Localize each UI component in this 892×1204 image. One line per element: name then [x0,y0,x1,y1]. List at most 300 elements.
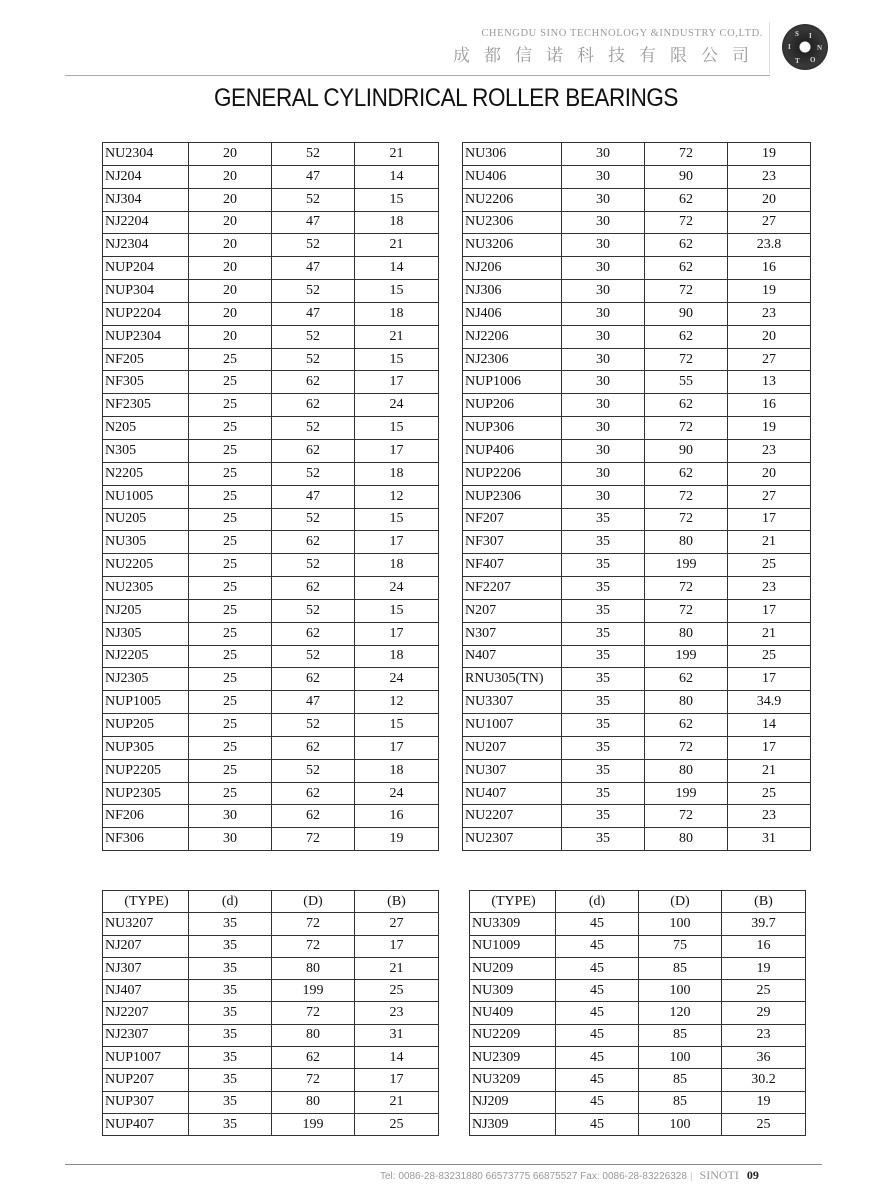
table-row [103,325,439,348]
type-cell: NU207 [463,736,562,759]
d-cell: 20 [189,280,272,303]
B-cell: 18 [355,462,439,485]
type-cell: NUP204 [103,257,189,280]
table-row [103,439,439,462]
type-cell: RNU305(TN) [463,668,562,691]
D-cell: 62 [645,257,728,280]
table-row [103,394,439,417]
D-cell: 52 [272,325,355,348]
B-cell: 19 [722,957,806,979]
table-row [103,599,439,622]
d-cell: 35 [189,1069,272,1091]
type-cell: NU2304 [103,143,189,166]
D-cell: 80 [272,1091,355,1113]
B-cell: 12 [355,485,439,508]
B-cell: 23 [728,165,811,188]
table-row [103,957,439,979]
d-cell: 35 [562,714,645,737]
table-row [103,188,439,211]
B-cell: 23 [722,1024,806,1046]
D-cell: 47 [272,211,355,234]
type-cell: NUP1006 [463,371,562,394]
D-cell: 47 [272,485,355,508]
d-cell: 30 [562,234,645,257]
type-cell: NF206 [103,805,189,828]
d-cell: 35 [562,828,645,851]
D-cell: 100 [639,1047,722,1069]
B-cell: 18 [355,554,439,577]
d-cell: 30 [562,143,645,166]
d-cell: 25 [189,348,272,371]
type-cell: NU2207 [463,805,562,828]
type-cell: NU2306 [463,211,562,234]
B-cell: 14 [355,257,439,280]
table-row [463,302,811,325]
table-row [463,211,811,234]
D-cell: 80 [645,759,728,782]
D-cell: 47 [272,302,355,325]
table-row [103,622,439,645]
d-cell: 35 [189,1113,272,1135]
D-cell: 62 [272,805,355,828]
D-cell: 72 [645,211,728,234]
type-cell: NU406 [463,165,562,188]
table-row [103,234,439,257]
table-row [463,714,811,737]
d-cell: 35 [189,1047,272,1069]
d-cell: 35 [189,1002,272,1024]
B-cell: 19 [728,280,811,303]
d-cell: 30 [562,165,645,188]
B-cell: 17 [355,439,439,462]
type-cell: N407 [463,645,562,668]
B-cell: 27 [355,913,439,935]
D-cell: 62 [645,394,728,417]
B-cell: 18 [355,302,439,325]
bearing-table-3 [102,890,439,1136]
D-cell: 52 [272,348,355,371]
D-cell: 55 [645,371,728,394]
bearing-table-4 [469,890,806,1136]
type-cell: NU2305 [103,577,189,600]
type-cell: NJ205 [103,599,189,622]
B-cell: (B) [355,891,439,913]
table-row [470,1069,806,1091]
type-cell: NU2309 [470,1047,556,1069]
D-cell: 199 [645,645,728,668]
B-cell: 36 [722,1047,806,1069]
d-cell: 25 [189,417,272,440]
B-cell: 13 [728,371,811,394]
table-row [103,980,439,1002]
type-cell: NJ407 [103,980,189,1002]
d-cell: 25 [189,577,272,600]
B-cell: 25 [355,980,439,1002]
d-cell: 35 [189,935,272,957]
B-cell: 23.8 [728,234,811,257]
type-cell: NF2207 [463,577,562,600]
D-cell: 199 [272,980,355,1002]
B-cell: 31 [355,1024,439,1046]
D-cell: 62 [645,188,728,211]
B-cell: 19 [728,417,811,440]
D-cell: 52 [272,462,355,485]
type-cell: NUP2306 [463,485,562,508]
D-cell: 199 [272,1113,355,1135]
type-cell: NU209 [470,957,556,979]
table-row [470,1091,806,1113]
table-row [103,417,439,440]
table-row [463,165,811,188]
company-logo: S I N O T I [782,24,828,70]
type-cell: NUP304 [103,280,189,303]
B-cell: 19 [722,1091,806,1113]
type-cell: NU2205 [103,554,189,577]
type-cell: NUP1005 [103,691,189,714]
type-cell: N205 [103,417,189,440]
table-row [103,759,439,782]
type-cell: N207 [463,599,562,622]
d-cell: 45 [556,1091,639,1113]
table-header-row [103,891,439,913]
table-row [470,1047,806,1069]
B-cell: 15 [355,188,439,211]
d-cell: 45 [556,980,639,1002]
table-row [470,913,806,935]
type-cell: NJ2206 [463,325,562,348]
type-cell: NU307 [463,759,562,782]
d-cell: 30 [562,280,645,303]
d-cell: 35 [562,668,645,691]
table-row [470,1002,806,1024]
d-cell: 20 [189,302,272,325]
D-cell: 52 [272,417,355,440]
d-cell: 25 [189,622,272,645]
table-row [470,1024,806,1046]
table-row [463,645,811,668]
B-cell: 25 [722,1113,806,1135]
footer-separator: | [689,1171,693,1182]
d-cell: 30 [562,439,645,462]
table-row [463,622,811,645]
type-cell: NU1009 [470,935,556,957]
table-row [103,1113,439,1135]
D-cell: 90 [645,439,728,462]
B-cell: 21 [355,234,439,257]
B-cell: 17 [355,531,439,554]
D-cell: 62 [272,439,355,462]
B-cell: 17 [355,1069,439,1091]
D-cell: 80 [645,691,728,714]
B-cell: 34.9 [728,691,811,714]
type-cell: NU3309 [470,913,556,935]
B-cell: 14 [728,714,811,737]
B-cell: 24 [355,782,439,805]
d-cell: 30 [562,211,645,234]
D-cell: 85 [639,1024,722,1046]
B-cell: 21 [728,622,811,645]
type-cell: NUP305 [103,736,189,759]
B-cell: 16 [355,805,439,828]
table-row [103,531,439,554]
B-cell: 15 [355,508,439,531]
B-cell: 15 [355,714,439,737]
D-cell: 52 [272,234,355,257]
d-cell: 35 [562,645,645,668]
d-cell: 45 [556,1047,639,1069]
B-cell: 14 [355,1047,439,1069]
d-cell: 30 [562,302,645,325]
company-name-en: CHENGDU SINO TECHNOLOGY &INDUSTRY CO,LTD. [481,28,763,39]
B-cell: 17 [728,599,811,622]
type-cell: N307 [463,622,562,645]
D-cell: 72 [645,577,728,600]
type-cell: NJ206 [463,257,562,280]
d-cell: 35 [562,691,645,714]
d-cell: 20 [189,211,272,234]
table-row [103,1091,439,1113]
D-cell: 80 [645,622,728,645]
table-row [463,462,811,485]
d-cell: 35 [189,913,272,935]
header-rule [65,75,770,76]
type-cell: NU2209 [470,1024,556,1046]
table-row [103,485,439,508]
table-row [103,805,439,828]
type-cell: NF407 [463,554,562,577]
d-cell: 25 [189,691,272,714]
type-cell: NUP2204 [103,302,189,325]
table-row [470,957,806,979]
type-cell: NJ307 [103,957,189,979]
d-cell: 25 [189,645,272,668]
D-cell: 52 [272,508,355,531]
D-cell: 72 [645,599,728,622]
footer-contact: Tel: 0086-28-83231880 66573775 66875527 Fax: 0086-28-83226328 [380,1171,687,1182]
D-cell: 52 [272,714,355,737]
d-cell: 45 [556,1113,639,1135]
table-row [103,371,439,394]
type-cell: NUP2205 [103,759,189,782]
B-cell: 21 [355,1091,439,1113]
d-cell: 35 [562,782,645,805]
table-row [103,577,439,600]
type-cell: NUP206 [463,394,562,417]
D-cell: 72 [645,805,728,828]
type-cell: (TYPE) [103,891,189,913]
type-cell: NJ2306 [463,348,562,371]
D-cell: 72 [272,1002,355,1024]
table-row [103,165,439,188]
B-cell: 18 [355,211,439,234]
d-cell: 20 [189,325,272,348]
d-cell: 30 [562,462,645,485]
d-cell: 25 [189,599,272,622]
d-cell: 35 [562,508,645,531]
B-cell: 25 [728,645,811,668]
d-cell: 25 [189,782,272,805]
d-cell: 35 [189,1091,272,1113]
d-cell: 25 [189,485,272,508]
type-cell: NUP2304 [103,325,189,348]
type-cell: NF305 [103,371,189,394]
D-cell: 62 [272,577,355,600]
table-row [103,302,439,325]
table-row [463,143,811,166]
table-row [103,257,439,280]
D-cell: 62 [645,714,728,737]
B-cell: 16 [728,394,811,417]
table-row [103,462,439,485]
type-cell: NJ309 [470,1113,556,1135]
table-row [463,805,811,828]
D-cell: 62 [272,1047,355,1069]
B-cell: 17 [355,736,439,759]
B-cell: 19 [728,143,811,166]
d-cell: 35 [189,1024,272,1046]
footer [380,1168,759,1183]
B-cell: 17 [728,668,811,691]
B-cell: 19 [355,828,439,851]
B-cell: 39.7 [722,913,806,935]
D-cell: 62 [272,736,355,759]
table-row [463,485,811,508]
table-row [463,257,811,280]
type-cell: NUP2206 [463,462,562,485]
D-cell: 72 [272,913,355,935]
D-cell: 62 [272,531,355,554]
d-cell: 35 [562,531,645,554]
table-row [463,668,811,691]
type-cell: NUP1007 [103,1047,189,1069]
B-cell: 17 [728,508,811,531]
type-cell: NU3206 [463,234,562,257]
table-row [470,980,806,1002]
d-cell: 35 [562,759,645,782]
d-cell: 30 [562,417,645,440]
d-cell: 30 [562,257,645,280]
D-cell: (D) [272,891,355,913]
B-cell: 15 [355,417,439,440]
D-cell: 62 [645,462,728,485]
D-cell: 52 [272,188,355,211]
table-row [463,417,811,440]
D-cell: 100 [639,980,722,1002]
type-cell: NU1005 [103,485,189,508]
D-cell: 72 [272,828,355,851]
D-cell: 100 [639,1113,722,1135]
D-cell: 62 [645,668,728,691]
table-row [103,280,439,303]
B-cell: 23 [728,302,811,325]
table-row [463,828,811,851]
B-cell: 17 [728,736,811,759]
B-cell: 15 [355,280,439,303]
type-cell: NJ2207 [103,1002,189,1024]
D-cell: 52 [272,280,355,303]
D-cell: 100 [639,913,722,935]
table-row [463,371,811,394]
type-cell: NUP2305 [103,782,189,805]
type-cell: NU205 [103,508,189,531]
d-cell: 25 [189,714,272,737]
type-cell: NJ209 [470,1091,556,1113]
D-cell: 72 [645,485,728,508]
D-cell: 62 [272,782,355,805]
type-cell: NJ305 [103,622,189,645]
B-cell: 16 [728,257,811,280]
type-cell: NF207 [463,508,562,531]
table-row [463,577,811,600]
D-cell: 72 [272,935,355,957]
header-divider [769,22,770,74]
D-cell: 72 [645,417,728,440]
B-cell: 23 [728,439,811,462]
footer-rule [65,1164,822,1165]
bearing-table-1 [102,142,439,851]
d-cell: 25 [189,508,272,531]
D-cell: 52 [272,759,355,782]
table-row [463,736,811,759]
D-cell: 72 [272,1069,355,1091]
d-cell: 35 [562,622,645,645]
table-row [463,531,811,554]
type-cell: NU3207 [103,913,189,935]
d-cell: 25 [189,394,272,417]
d-cell: 45 [556,913,639,935]
type-cell: NU305 [103,531,189,554]
D-cell: 47 [272,691,355,714]
d-cell: 20 [189,143,272,166]
D-cell: 52 [272,599,355,622]
B-cell: 15 [355,348,439,371]
d-cell: 30 [562,394,645,417]
type-cell: N305 [103,439,189,462]
d-cell: 45 [556,957,639,979]
table-row [103,348,439,371]
table-row [103,714,439,737]
d-cell: 20 [189,165,272,188]
d-cell: 45 [556,1002,639,1024]
D-cell: 52 [272,143,355,166]
type-cell: NUP306 [463,417,562,440]
d-cell: 30 [562,348,645,371]
table-row [463,280,811,303]
B-cell: 23 [355,1002,439,1024]
type-cell: NU1007 [463,714,562,737]
B-cell: 25 [728,554,811,577]
B-cell: 27 [728,485,811,508]
d-cell: 20 [189,188,272,211]
D-cell: 120 [639,1002,722,1024]
d-cell: 35 [189,957,272,979]
table-row [103,143,439,166]
d-cell: 30 [189,805,272,828]
table-row [463,554,811,577]
type-cell: NU3209 [470,1069,556,1091]
type-cell: NJ2205 [103,645,189,668]
B-cell: 18 [355,645,439,668]
B-cell: 27 [728,348,811,371]
B-cell: 16 [722,935,806,957]
type-cell: NJ204 [103,165,189,188]
D-cell: 80 [645,531,728,554]
B-cell: 25 [722,980,806,1002]
D-cell: 85 [639,1069,722,1091]
type-cell: NF306 [103,828,189,851]
D-cell: 52 [272,554,355,577]
D-cell: 72 [645,508,728,531]
